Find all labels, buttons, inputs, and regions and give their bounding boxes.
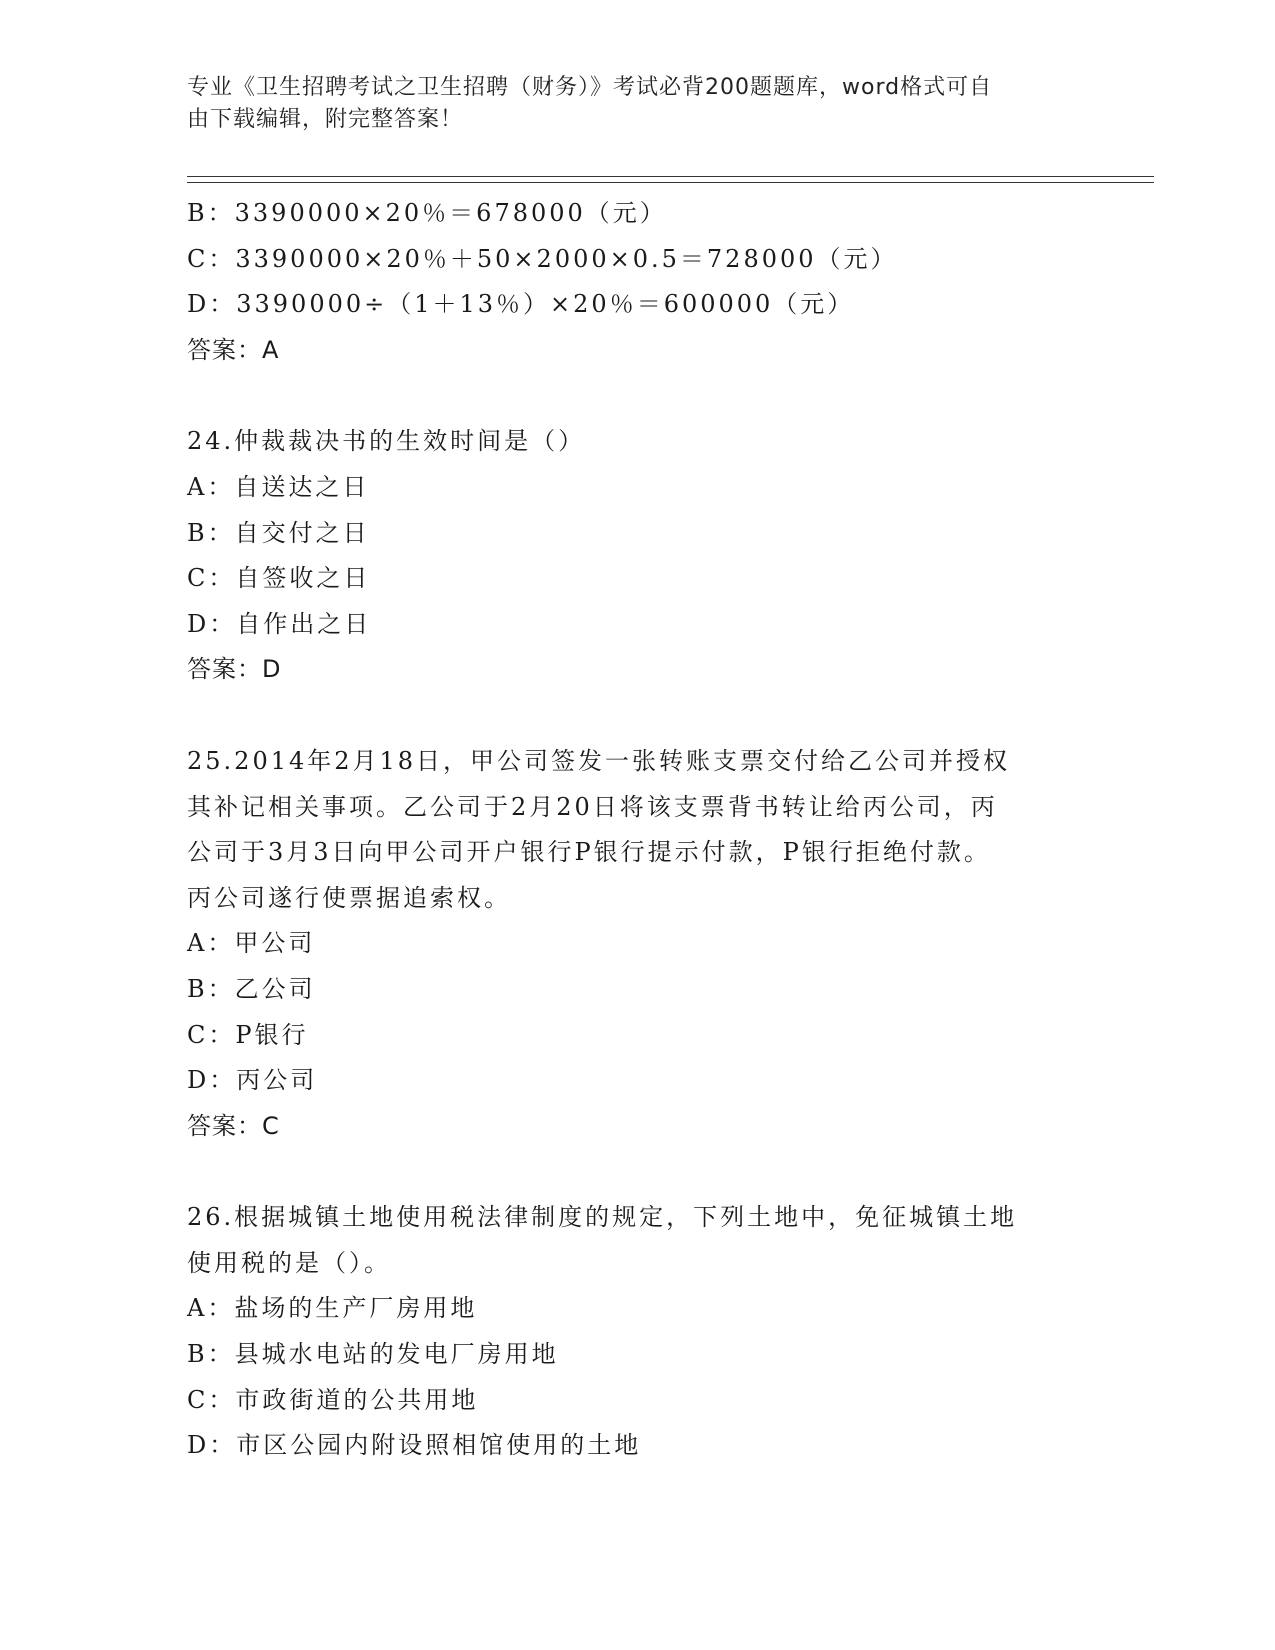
header-rule-bottom xyxy=(187,182,1154,183)
question-24 xyxy=(187,419,1087,693)
option-b: B：3390000×20％＝678000（元） xyxy=(187,199,667,227)
option-d: D：自作出之日 xyxy=(187,609,372,638)
question-text: 其补记相关事项。乙公司于2月20日将该支票背书转让给丙公司，丙 xyxy=(187,792,998,821)
answer: 答案：C xyxy=(187,1111,280,1140)
option-b: B：自交付之日 xyxy=(187,518,370,547)
option-c: C：自签收之日 xyxy=(187,564,371,593)
option-d: D：丙公司 xyxy=(187,1066,318,1095)
spacer xyxy=(187,1149,1087,1195)
header-line-1: 专业《卫生招聘考试之卫生招聘（财务）》考试必背200题题库，word格式可自 xyxy=(187,75,993,100)
question-23-continued xyxy=(187,191,1087,373)
question-text: 公司于3月3日向甲公司开户银行P银行提示付款，P银行拒绝付款。 xyxy=(187,838,991,867)
question-text: 丙公司遂行使票据追索权。 xyxy=(187,883,511,912)
question-25 xyxy=(187,739,1087,1149)
header-line-2: 由下载编辑，附完整答案！ xyxy=(187,107,464,132)
question-text: 25.2014年2月18日，甲公司签发一张转账支票交付给乙公司并授权 xyxy=(187,746,1011,775)
answer: 答案：D xyxy=(187,655,282,684)
option-c: C：P银行 xyxy=(187,1020,309,1049)
question-26 xyxy=(187,1195,1087,1469)
option-d: D：3390000÷（1＋13％）×20％＝600000（元） xyxy=(187,290,855,319)
option-b: B：乙公司 xyxy=(187,974,316,1003)
spacer xyxy=(187,693,1087,739)
option-c: C：3390000×20％＋50×2000×0.5＝728000（元） xyxy=(187,244,898,273)
answer: 答案：A xyxy=(187,335,280,364)
option-a: A：自送达之日 xyxy=(187,472,370,501)
option-c: C：市政街道的公共用地 xyxy=(187,1385,479,1414)
question-text: 使用税的是（）。 xyxy=(187,1248,391,1277)
spacer xyxy=(187,373,1087,419)
option-a: A：盐场的生产厂房用地 xyxy=(187,1294,478,1323)
question-text: 26.根据城镇土地使用税法律制度的规定，下列土地中，免征城镇土地 xyxy=(187,1203,1018,1232)
option-b: B：县城水电站的发电厂房用地 xyxy=(187,1340,559,1369)
page-header xyxy=(187,72,1067,136)
option-d: D：市区公园内附设照相馆使用的土地 xyxy=(187,1431,642,1460)
option-a: A：甲公司 xyxy=(187,929,316,958)
document-body xyxy=(187,191,1087,1469)
header-rule-top xyxy=(187,176,1154,177)
question-text: 24.仲裁裁决书的生效时间是（） xyxy=(187,427,586,456)
